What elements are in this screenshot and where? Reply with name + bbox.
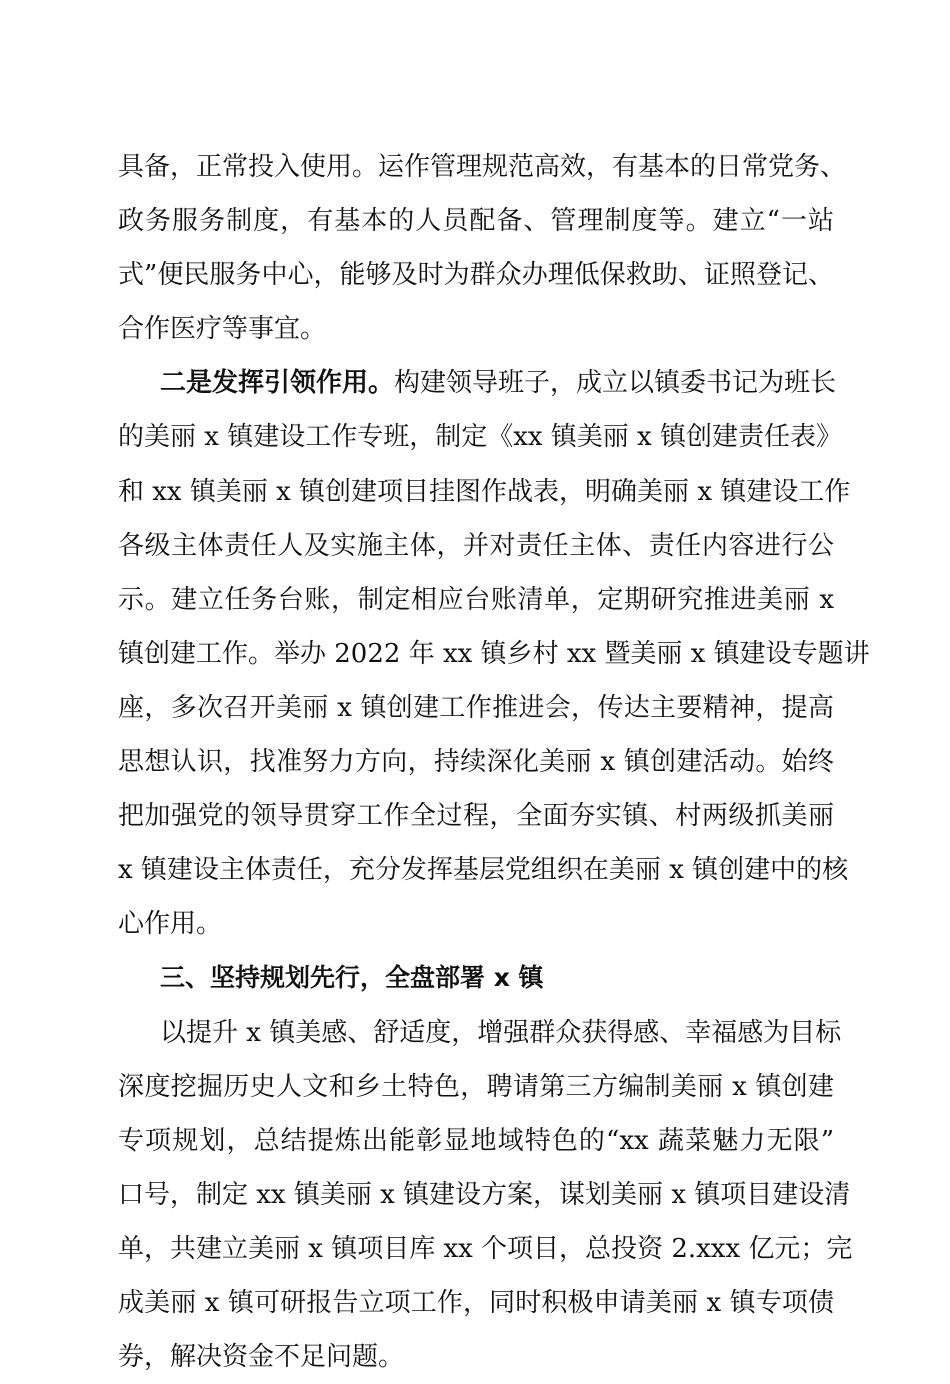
text-line: 成美丽 x 镇可研报告立项工作，同时积极申请美丽 x 镇专项债 xyxy=(118,1276,834,1330)
text-line: 合作医疗等事宜。 xyxy=(118,302,834,356)
text-line: x 镇建设主体责任，充分发挥基层党组织在美丽 x 镇创建中的核 xyxy=(118,843,834,897)
text-line: 把加强党的领导贯穿工作全过程，全面夯实镇、村两级抓美丽 xyxy=(118,789,834,843)
text-line-first: 以提升 x 镇美感、舒适度，增强群众获得感、幸福感为目标 xyxy=(118,1006,834,1060)
document-body xyxy=(118,140,834,1384)
text-fragment: 构建领导班子，成立以镇委书记为班长 xyxy=(394,368,836,398)
text-line: 各级主体责任人及实施主体，并对责任主体、责任内容进行公 xyxy=(118,519,834,573)
text-line: 政务服务制度，有基本的人员配备、管理制度等。建立“一站 xyxy=(118,194,834,248)
text-line: 和 xx 镇美丽 x 镇创建项目挂图作战表，明确美丽 x 镇建设工作 xyxy=(118,465,834,519)
paragraph-3 xyxy=(118,1006,834,1384)
text-line: 专项规划，总结提炼出能彰显地域特色的“xx 蔬菜魅力无限” xyxy=(118,1114,834,1168)
paragraph-2 xyxy=(118,356,834,951)
text-line-first xyxy=(118,356,834,410)
text-line: 口号，制定 xx 镇美丽 x 镇建设方案，谋划美丽 x 镇项目建设清 xyxy=(118,1168,834,1222)
text-line: 镇创建工作。举办 2022 年 xx 镇乡村 xx 暨美丽 x 镇建设专题讲 xyxy=(118,627,834,681)
text-line: 具备，正常投入使用。运作管理规范高效，有基本的日常党务、 xyxy=(118,140,834,194)
text-line: 示。建立任务台账，制定相应台账清单，定期研究推进美丽 x xyxy=(118,573,834,627)
text-line: 券，解决资金不足问题。 xyxy=(118,1330,834,1384)
text-line: 心作用。 xyxy=(118,897,834,951)
text-line: 的美丽 x 镇建设工作专班，制定《xx 镇美丽 x 镇创建责任表》 xyxy=(118,410,834,464)
text-line: 式”便民服务中心，能够及时为群众办理低保救助、证照登记、 xyxy=(118,248,834,302)
text-line: 深度挖掘历史人文和乡土特色，聘请第三方编制美丽 x 镇创建 xyxy=(118,1060,834,1114)
text-line: 思想认识，找准努力方向，持续深化美丽 x 镇创建活动。始终 xyxy=(118,735,834,789)
text-line: 座，多次召开美丽 x 镇创建工作推进会，传达主要精神，提高 xyxy=(118,681,834,735)
paragraph-1 xyxy=(118,140,834,356)
paragraph-lead: 二是发挥引领作用。 xyxy=(160,368,394,398)
text-line: 单，共建立美丽 x 镇项目库 xx 个项目，总投资 2.xxx 亿元；完 xyxy=(118,1222,834,1276)
section-heading: 三、坚持规划先行，全盘部署 x 镇 xyxy=(118,951,834,1005)
